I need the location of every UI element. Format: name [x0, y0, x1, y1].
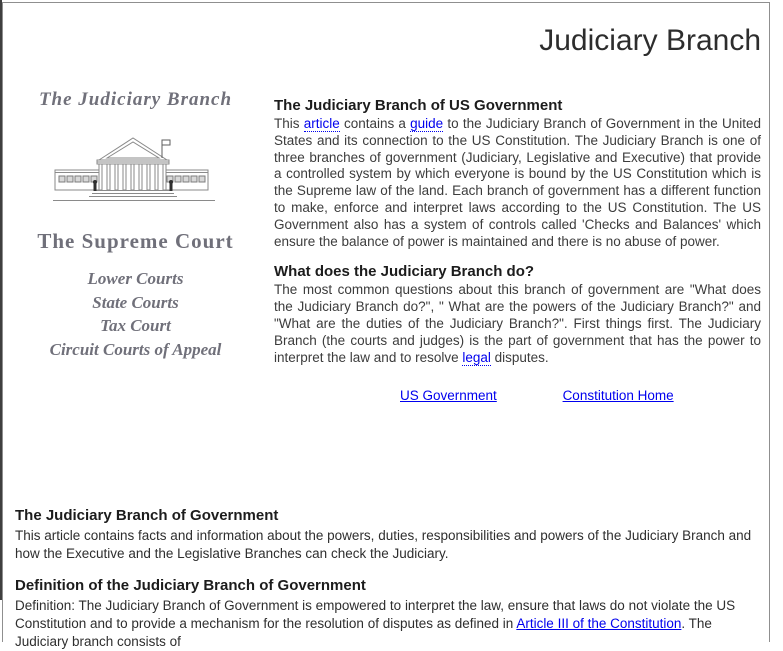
definition-text-2: . The Judiciary branch consists of [15, 616, 712, 650]
section1-text-3: to the Judiciary Branch of Government in the United States and its connection to the US Constitution. The Judiciary Branch is one of three branches of government (Judiciary, Legislative and Executive) that provide a controlled system by which everyone is bound by the US Constitution which is the Supreme law of the land. Each branch of government has a different function to make, enforce and interpret laws according to the US Constitution. The US Government also has a system of controls called 'Checks and Balances' which ensure the balance of power is maintained and there is no abuse of power. [274, 116, 761, 249]
page-frame [2, 2, 770, 650]
sidebar-item-state-courts: State Courts [92, 292, 179, 312]
bottom-section2-paragraph [15, 597, 761, 651]
bottom-sections [3, 507, 769, 651]
sidebar-court-list [3, 267, 268, 361]
bottom-section2-heading: Definition of the Judiciary Branch of Government [15, 577, 366, 595]
section2-text-2: disputes. [490, 349, 549, 365]
section1-paragraph [274, 116, 761, 250]
courthouse-icon [51, 128, 221, 213]
legal-link[interactable]: legal [462, 349, 491, 365]
guide-link[interactable]: guide [410, 116, 444, 131]
supreme-court-caption: The Supreme Court [37, 229, 234, 253]
sidebar-item-tax-court: Tax Court [100, 316, 171, 335]
page-title: Judiciary Branch [539, 24, 761, 57]
sidebar [3, 79, 268, 403]
article-link[interactable]: article [303, 116, 340, 131]
article-iii-link[interactable]: Article III of the Constitution [516, 616, 682, 632]
section1-text-1: This [274, 116, 304, 131]
section1-heading: The Judiciary Branch of US Government [274, 97, 563, 114]
section2-paragraph [274, 282, 761, 366]
top-columns [3, 79, 769, 403]
constitution-home-link[interactable]: Constitution Home [562, 388, 674, 404]
main-content [268, 79, 769, 403]
sidebar-item-circuit-courts: Circuit Courts of Appeal [49, 339, 222, 359]
section2-text-1: The most common questions about this branch of government are "What does the Judiciary Branch do?", " What are the powers of the Judiciary Branch?" and "What are the duties of the Judiciary Branch?". First things first. The Judiciary Branch (the courts and judges) is the part of government that has the power to interpret the law and to resolve [274, 282, 761, 365]
us-government-link[interactable]: US Government [400, 388, 497, 404]
nav-links-row [274, 388, 761, 403]
bottom-section1-heading: The Judiciary Branch of Government [15, 507, 279, 525]
sidebar-heading: The Judiciary Branch [38, 89, 233, 110]
sidebar-item-lower-courts: Lower Courts [87, 269, 184, 288]
bottom-section1-paragraph: This article contains facts and information about the powers, duties, responsibilities and powers of the Judiciary Branch and how the Executive and the Legislative Branches can check the Judiciary. [15, 528, 752, 562]
section1-text-2: contains a [339, 116, 411, 131]
section2-heading: What does the Judiciary Branch do? [274, 263, 535, 281]
definition-text-1: Definition: The Judiciary Branch of Government is empowered to interpret the law, ensure that laws do not violate the US Constitution and to provide a mechanism for the resolution of disputes as defined in [15, 598, 736, 632]
